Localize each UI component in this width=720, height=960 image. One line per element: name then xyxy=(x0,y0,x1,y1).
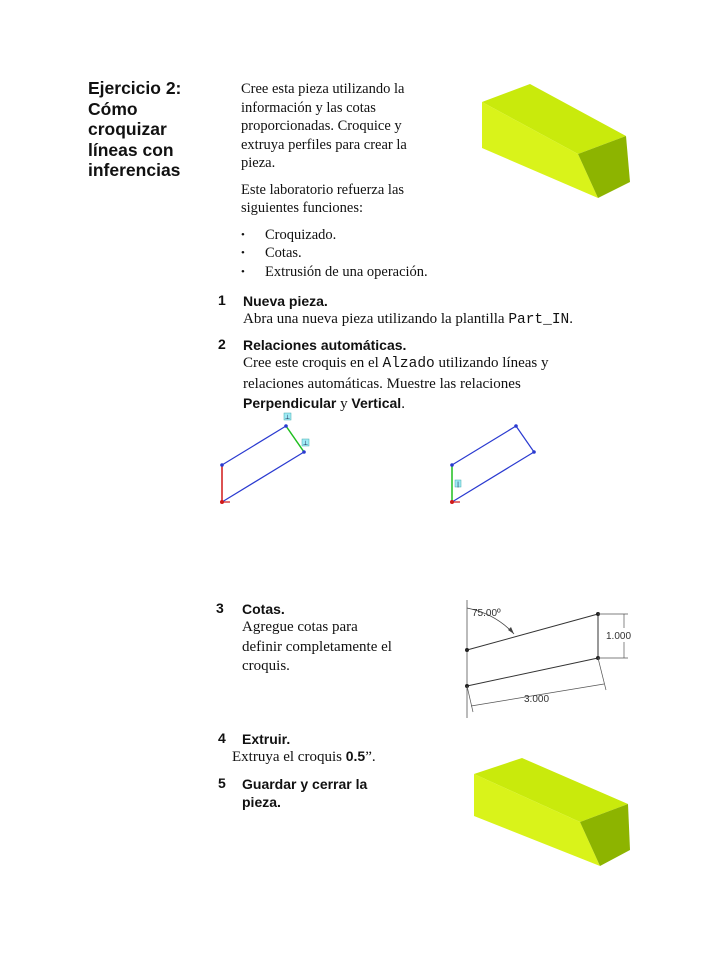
extruded-block-image-top xyxy=(478,82,638,204)
list-item: • Cotas. xyxy=(241,244,431,263)
step-3-heading: Cotas. xyxy=(242,601,285,617)
step-4 xyxy=(242,730,442,748)
svg-text:|: | xyxy=(457,482,459,488)
step-5-heading: Guardar y cerrar la pieza. xyxy=(242,776,368,810)
intro-paragraph-1: Cree esta pieza utilizando la información y las cotas proporcionadas. Croquice y extruya perfiles para crear la pieza. xyxy=(241,81,407,171)
exercise-title: Ejercicio 2: Cómo croquizar líneas con inferencias xyxy=(88,78,182,180)
feature-list xyxy=(241,226,431,282)
step-1-number: 1 xyxy=(218,292,226,308)
height-dimension: 1.000 xyxy=(606,631,632,642)
intro-text xyxy=(241,80,431,281)
step-1: Nueva pieza. Abra una nueva pieza utilizando la plantilla Part_IN. xyxy=(243,292,663,331)
length-dimension: 3.000 xyxy=(524,694,550,705)
step-4-number: 4 xyxy=(218,730,226,746)
step-5-number: 5 xyxy=(218,775,226,791)
step-2-heading: Relaciones automáticas. xyxy=(243,337,407,353)
extruded-block-image-bottom xyxy=(470,756,640,870)
svg-text:⊥: ⊥ xyxy=(284,415,291,421)
step-4-body: Extruya el croquis 0.5”. xyxy=(232,748,376,765)
sketch-diagram-right xyxy=(444,420,544,510)
step-4-heading: Extruir. xyxy=(242,731,291,747)
svg-text:⊥: ⊥ xyxy=(302,441,309,447)
step-5 xyxy=(242,775,392,811)
step-3: Cotas. Agregue cotas para definir completamente el croquis. xyxy=(242,601,392,674)
step-1-heading: Nueva pieza. xyxy=(243,293,328,309)
list-item: • Extrusión de una operación. xyxy=(241,263,431,282)
step-3-number: 3 xyxy=(216,600,224,616)
step-2: Relaciones automáticas. Cree este croquis en el Alzado utilizando líneas y relaciones automáticas. Muestre las relaciones Perpendicular y Vertical. xyxy=(243,336,613,415)
dimensioned-sketch xyxy=(458,594,638,722)
intro-paragraph-2: Este laboratorio refuerza las siguientes funciones: xyxy=(241,181,405,216)
step-2-number: 2 xyxy=(218,336,226,352)
sketch-diagram-left xyxy=(214,410,314,510)
list-item: • Croquizado. xyxy=(241,226,431,245)
angle-dimension: 75.00º xyxy=(472,608,501,619)
